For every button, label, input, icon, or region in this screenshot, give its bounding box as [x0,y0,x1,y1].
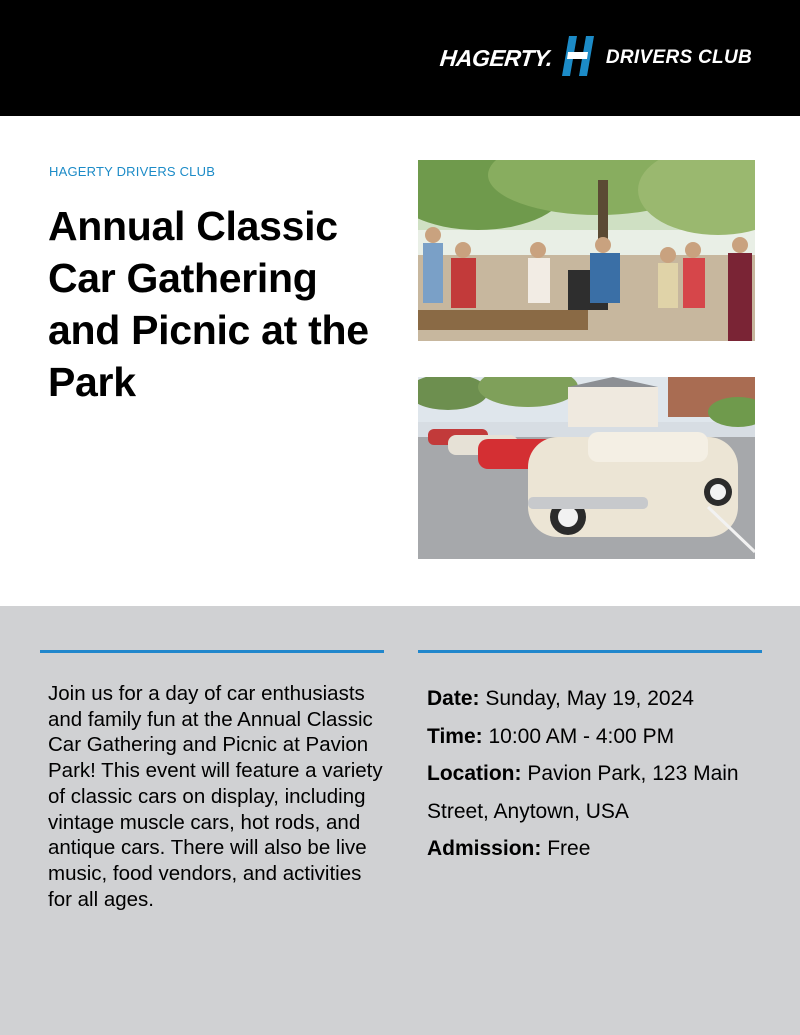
hagerty-h-icon [560,36,596,81]
event-details [427,680,767,868]
time-row [427,718,767,756]
picnic-group-photo [418,160,755,341]
location-value: Pavion Park, 123 Main Street, Anytown, USA [427,762,739,823]
date-label: Date: [427,687,486,710]
classic-cars-lineup-photo [418,377,755,559]
divider-right [418,650,762,653]
hagerty-drivers-club-logo [440,36,752,80]
location-label: Location: [427,762,528,785]
event-description: Join us for a day of car enthusiasts and family fun at the Annual Classic Car Gathering and Picnic at Pavion Park! This event will feature a variety of classic cars on display, including vintage muscle cars, hot rods, and antique cars. There will also be live music, food vendors, and activities for all ages. [48,682,383,911]
divider-left [40,650,384,653]
eyebrow-label: HAGERTY DRIVERS CLUB [49,164,216,179]
time-label: Time: [427,724,489,748]
brand-wordmark: HAGERTY. [438,44,554,71]
date-row [427,680,767,718]
date-value: Sunday, May 19, 2024 [485,687,694,710]
admission-row [427,830,767,868]
admission-label: Admission: [427,837,548,860]
event-title: Annual Classic Car Gathering and Picnic at the Park [48,203,369,405]
header-bar [0,0,800,116]
time-value: 10:00 AM - 4:00 PM [488,724,675,748]
admission-value: Free [547,837,591,860]
drivers-club-label: DRIVERS CLUB [605,47,752,68]
location-row [427,755,767,830]
